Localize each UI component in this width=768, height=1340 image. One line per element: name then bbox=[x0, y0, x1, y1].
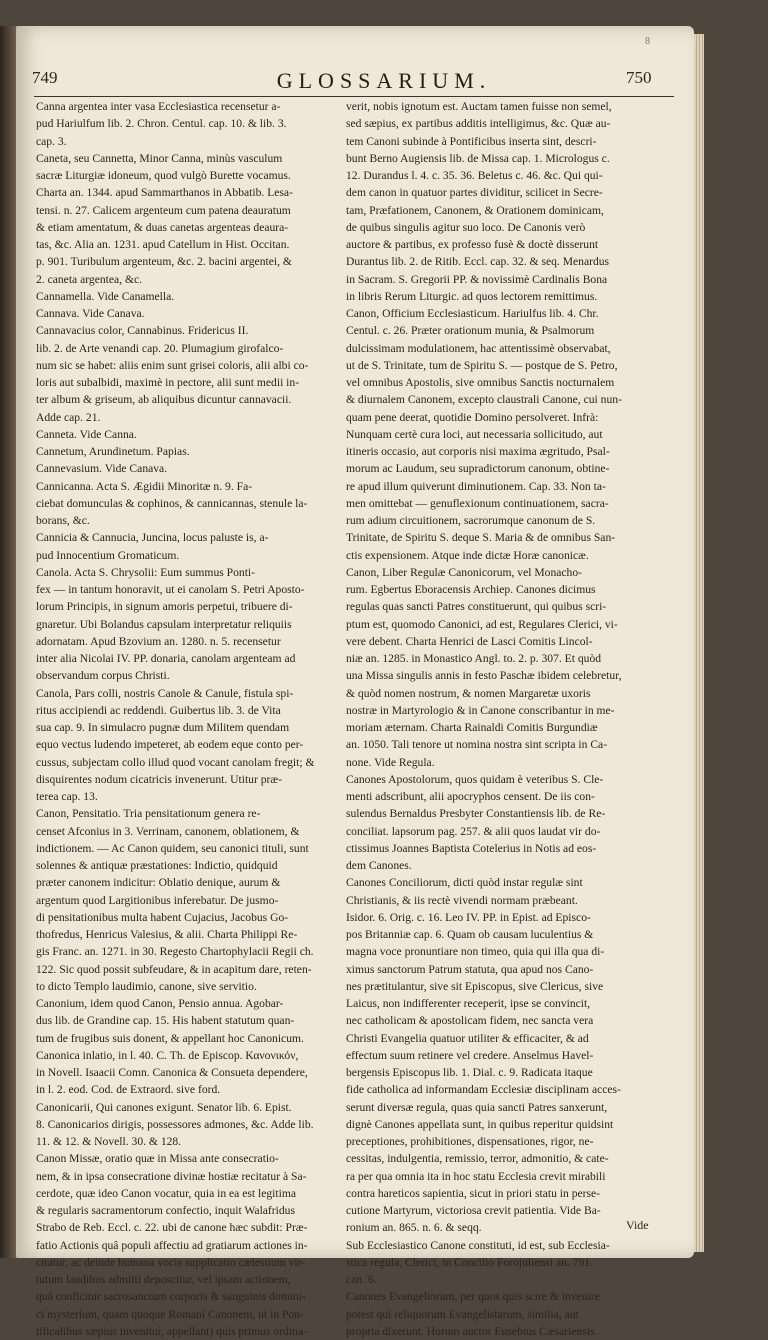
text-line: Durantus lib. 2. de Ritib. Eccl. cap. 32. & seq. Menardus bbox=[346, 255, 610, 269]
text-line: effectum suum retinere vel credere. Anselmus Havel- bbox=[346, 1048, 594, 1062]
text-line: Canna argentea inter vasa Ecclesiastica recensetur a- bbox=[36, 100, 281, 113]
text-line: indictionem. — Ac Canon quidem, seu canonici tituli, sunt bbox=[36, 841, 309, 855]
text-line: itineris occasio, aut corporis nisi maxima ægritudo, Psal- bbox=[346, 445, 610, 458]
text-line: can. 6. bbox=[346, 1273, 377, 1286]
text-line: gis Franc. an. 1271. in 30. Regesto Chartophylacii Regii ch. bbox=[36, 945, 314, 959]
text-line: Caneta, seu Cannetta, Minor Canna, minùs vasculum bbox=[36, 151, 283, 165]
text-line: gnaretur. Ubi Bolandus capsulam interpretatur reliquiis bbox=[36, 617, 292, 631]
text-line: tificalibus sæpius invenitur, appellant) quis primus ordina- bbox=[36, 1324, 307, 1338]
text-line: una Missa singulis annis in festo Paschæ ibidem celebretur, bbox=[346, 669, 622, 683]
text-line: 2. caneta argentea, &c. bbox=[36, 272, 143, 286]
page-edges bbox=[694, 34, 704, 1252]
text-line: magna voce pronuntiare non timeo, quia qui illa qua di- bbox=[346, 945, 605, 959]
text-line: ritus accipiendi ac reddendi. Guibertus lib. 3. de Vita bbox=[36, 703, 281, 717]
text-line: Canneta. Vide Canna. bbox=[36, 427, 137, 441]
running-head: GLOSSARIUM. bbox=[276, 68, 492, 93]
text-line: cerdote, quæ ideo Canon vocatur, quia in ea est legitima bbox=[36, 1186, 296, 1200]
text-line: rum. Egbertus Eboracensis Archiep. Canones dicimus bbox=[346, 583, 596, 596]
text-line: Canonium, idem quod Canon, Pensio annua. Agobar- bbox=[36, 997, 284, 1010]
text-line: Canones Evangeliorum, per quos quis scire & invenire bbox=[346, 1290, 600, 1304]
text-line: Canon, Liber Regulæ Canonicorum, vel Monacho- bbox=[346, 565, 583, 579]
text-line: de quibus singulis agitur suo loco. De Canonis verò bbox=[346, 220, 586, 234]
text-line: quâ conficitur sacrosanctum corporis & sanguinis domini- bbox=[36, 1290, 306, 1304]
text-line: dem Canones. bbox=[346, 859, 412, 872]
text-line: nes prætitulantur, sive sit Episcopus, sive Clericus, sive bbox=[346, 979, 604, 993]
text-line: Cannamella. Vide Canamella. bbox=[36, 289, 175, 303]
text-line: verit, nobis ignotum est. Auctam tamen fuisse non semel, bbox=[346, 100, 612, 113]
text-line: lib. 2. de Arte venandi cap. 20. Plumagium girofalco- bbox=[36, 341, 284, 355]
text-line: & diurnalem Canonem, excepto claustrali Canone, cui nun- bbox=[346, 393, 622, 407]
text-line: tem Canoni subinde à Pontificibus inserta sint, descri- bbox=[346, 134, 597, 148]
text-line: censet Afconius in 3. Verrinam, canonem, oblationem, & bbox=[36, 824, 300, 838]
text-line: citatur, ac deinde humana vocis supplicatio cælestium vir- bbox=[36, 1255, 306, 1269]
catchword: Vide bbox=[626, 1218, 649, 1232]
text-line: pud Hariulfum lib. 2. Chron. Centul. cap. 10. & lib. 3. bbox=[36, 117, 287, 131]
text-line: observandum corpus Christi. bbox=[36, 669, 170, 683]
text-line: 122. Sic quod possit subfeudare, & in acapitum dare, reten- bbox=[36, 962, 312, 976]
text-line: & etiam amentatum, & duas canetas argenteas deaura- bbox=[36, 220, 289, 234]
text-line: ctis expensionem. Atque inde dictæ Horæ canonicæ. bbox=[346, 548, 589, 562]
text-line: men omittebat — genuflexionum continuationem, sacra- bbox=[346, 496, 609, 510]
text-line: Christianis, & iis rectè vivendi normam præbeant. bbox=[346, 893, 578, 907]
text-line: 12. Durandus l. 4. c. 35. 36. Beletus c. 46. &c. Qui qui- bbox=[346, 169, 603, 182]
text-line: cutione Martyrum, victoriosa crevit patientia. Vide Ba- bbox=[346, 1204, 601, 1217]
text-line: vere debent. Charta Henrici de Lasci Comitis Lincol- bbox=[346, 634, 593, 648]
text-line: menti adscribunt, alii apocryphos censent. De iis con- bbox=[346, 790, 595, 803]
text-line: ci mysterium, quam quoque Romani Canonem, ut in Pon- bbox=[36, 1307, 304, 1321]
text-line: Canon Missæ, oratio quæ in Missa ante consecratio- bbox=[36, 1152, 279, 1166]
text-line: dignè Canones appellata sunt, in quibus reperitur quidsint bbox=[346, 1117, 614, 1131]
text-line: pos Britanniæ cap. 6. Quam ob causam luculentius & bbox=[346, 928, 594, 941]
text-line: dus lib. de Grandine cap. 15. His habent statutum quan- bbox=[36, 1014, 295, 1028]
text-line: bunt Berno Augiensis lib. de Missa cap. 1. Micrologus c. bbox=[346, 151, 610, 165]
text-line: tum de frugibus suis donent, & appellant hoc Canonicum. bbox=[36, 1031, 304, 1045]
text-line: Canones Apostolorum, quos quidam è veteribus S. Cle- bbox=[346, 772, 604, 786]
text-line: Centul. c. 26. Præter orationum munia, & Psalmorum bbox=[346, 324, 595, 338]
text-line: Sub Ecclesiastico Canone constituti, id est, sub Ecclesia- bbox=[346, 1238, 610, 1252]
text-line: num sic se habet: aliis enim sunt grisei coloris, alii albi co- bbox=[36, 358, 309, 372]
text-line: rum adium circuitionem, sacrorumque canonum de S. bbox=[346, 514, 596, 527]
text-line: 8. Canonicarios dirigis, possessores admones, &c. Adde lib. bbox=[36, 1117, 314, 1131]
text-line: solennes & antiquæ præstationes: Indictio, quidquid bbox=[36, 859, 278, 872]
text-line: Canon, Officium Ecclesiasticum. Hariulfus lib. 4. Chr. bbox=[346, 307, 599, 320]
text-line: præter canonem indicitur: Oblatio denique, aurum & bbox=[36, 876, 281, 890]
text-line: nec catholicam & apostolicam fidem, nec sancta vera bbox=[346, 1014, 594, 1028]
text-line: re apud illum quiverunt diminutionem. Cap. 33. Non ta- bbox=[346, 479, 606, 493]
text-line: inter alia Nicolai IV. PP. donaria, canolam argenteam ad bbox=[36, 652, 296, 665]
text-line: ciebat domunculas & cophinos, & cannicannas, stenule la- bbox=[36, 496, 308, 510]
text-line: Canonica inlatio, in l. 40. C. Th. de Episcop. Κανονικόν, bbox=[36, 1048, 299, 1062]
text-line: Nunquam certè cura loci, aut necessaria sollicitudo, aut bbox=[346, 427, 603, 441]
text-line: cap. 3. bbox=[36, 134, 67, 148]
text-line: nostræ in Martyrologio & in Canone conscribantur in me- bbox=[346, 703, 615, 717]
text-line: cessitas, indulgentia, remissio, terror, admonitio, & cate- bbox=[346, 1152, 609, 1166]
right-text-column bbox=[346, 98, 670, 1340]
text-line: disquirentes nodum cicatricis invenerunt. Utitur præ- bbox=[36, 772, 282, 786]
text-line: loris aut subalbidi, maximè in pectore, alii sunt medii in- bbox=[36, 376, 300, 389]
text-line: borans, &c. bbox=[36, 514, 90, 527]
text-line: Cannicia & Cannucia, Juncina, locus paluste is, a- bbox=[36, 531, 269, 545]
text-line: preceptiones, prohibitiones, dispensationes, rigor, ne- bbox=[346, 1135, 594, 1148]
text-line: in libris Rerum Liturgic. ad quos lectorem remittimus. bbox=[346, 289, 598, 303]
text-line: Canola. Acta S. Chrysolii: Eum summus Ponti- bbox=[36, 565, 255, 579]
text-line: ut de S. Trinitate, tum de Spiritu S. — postque de S. Petro, bbox=[346, 358, 618, 372]
text-line: pud Innocentium Gromaticum. bbox=[36, 548, 180, 562]
text-line: in l. 2. eod. Cod. de Extraord. sive ford. bbox=[36, 1083, 221, 1097]
text-line: Canola, Pars colli, nostris Canole & Canule, fistula spi- bbox=[36, 686, 294, 700]
text-line: an. 1050. Tali tenore ut nomina nostra sint scripta in Ca- bbox=[346, 738, 608, 752]
left-text-column bbox=[36, 98, 332, 1340]
text-line: morum ac Laudum, seu supradictorum canonum, obtine- bbox=[346, 462, 610, 476]
text-line: fatio Actionis quâ populi affectiu ad gratiarum actiones in- bbox=[36, 1238, 308, 1252]
text-line: dulcissimam modulationem, hac attentissimè observabat, bbox=[346, 341, 611, 355]
text-line: ronium an. 865. n. 6. & seqq. bbox=[346, 1221, 482, 1235]
text-line: Cannevasium. Vide Canava. bbox=[36, 462, 168, 476]
text-line: propria dixerunt. Horum auctor Eusebius Cæsariensis. bbox=[346, 1324, 598, 1338]
text-line: lorum Principis, in signum amoris perpetui, tribuere di- bbox=[36, 600, 293, 614]
text-line: Trinitate, de Spiritu S. deque S. Maria & de omnibus San- bbox=[346, 531, 616, 545]
text-line: & quòd nomen nostrum, & nomen Margaretæ uxoris bbox=[346, 686, 591, 700]
text-line: vel omnibus Apostolis, sive omnibus Sanctis nocturnalem bbox=[346, 376, 615, 389]
text-line: ra per qua omnia ita in hoc statu Ecclesia crevit mirabili bbox=[346, 1169, 606, 1183]
text-line: 11. & 12. & Novell. 30. & 128. bbox=[36, 1135, 182, 1148]
text-line: di pensitationibus multa habent Cujacius, Jacobus Go- bbox=[36, 910, 289, 924]
text-line: regulas quas sancti Patres constituerunt, qui quibus scri- bbox=[346, 600, 607, 614]
text-line: potest qui reliquorum Evangelistarum, similia, aut bbox=[346, 1307, 579, 1321]
text-line: Canones Conciliorum, dicti quòd instar regulæ sint bbox=[346, 876, 583, 890]
text-line: ptum est, quomodo Canonici, ad est, Regulares Clerici, vi- bbox=[346, 617, 618, 631]
text-line: sua cap. 9. In simulacro pugnæ dum Militem quendam bbox=[36, 721, 290, 734]
text-line: Cannicanna. Acta S. Ægidii Minoritæ n. 9. Fa- bbox=[36, 479, 253, 493]
text-line: nem, & in ipsa consecratione divinæ hostiæ recitatur à Sa- bbox=[36, 1169, 307, 1183]
text-line: contra hareticos sapientia, sicut in priori statu in perse- bbox=[346, 1186, 601, 1200]
text-line: Canonicarii, Qui canones exigunt. Senator lib. 6. Epist. bbox=[36, 1100, 292, 1114]
text-line: sacræ Liturgiæ idoneum, quod vulgò Burette vocamus. bbox=[36, 169, 291, 182]
text-line: sulendus Bernaldus Presbyter Constantiensis lib. de Re- bbox=[346, 807, 606, 821]
text-line: tam, Præfationem, Canonem, & Orationem dominicam, bbox=[346, 203, 604, 217]
text-line: stica regula, Clerici, in Concilio Forojuliensi an. 791. bbox=[346, 1255, 593, 1269]
text-line: Strabo de Reb. Eccl. c. 22. ubi de canone hæc subdit: Præ- bbox=[36, 1221, 308, 1235]
page-number-left: 749 bbox=[32, 68, 58, 87]
text-line: cussus, subjectam collo illud quod vocant canolam fregit; & bbox=[36, 755, 315, 769]
text-line: Laicus, non indifferenter receperit, ipse se convincit, bbox=[346, 997, 591, 1010]
text-line: bergensis Episcopus lib. 1. Dial. c. 9. Radicata itaque bbox=[346, 1066, 593, 1079]
text-line: fide catholica ad informandam Ecclesiæ disciplinam acces- bbox=[346, 1083, 621, 1097]
text-line: Canon, Pensitatio. Tria pensitationum genera re- bbox=[36, 807, 261, 821]
text-line: auctore & partibus, ex professo fusè & doctè disserunt bbox=[346, 238, 599, 251]
text-line: in Novell. Isaacii Comn. Canonica & Consueta dependere, bbox=[36, 1066, 308, 1079]
text-line: argentum quod Largitionibus inferebatur. De jusmo- bbox=[36, 893, 279, 907]
text-line: serunt diversæ regula, quas quia sancti Patres sanxerunt, bbox=[346, 1100, 608, 1114]
text-line: moriam æternam. Charta Rainaldi Comitis Burgundiæ bbox=[346, 721, 598, 734]
text-line: equo vectus ludendo impeteret, ab eodem eque conto per- bbox=[36, 738, 304, 752]
text-line: p. 901. Turibulum argenteum, &c. 2. bacini argentei, & bbox=[36, 255, 292, 269]
text-line: tensi. n. 27. Calicem argenteum cum patena deauratum bbox=[36, 203, 291, 217]
text-line: & regularis sacramentorum confectio, inquit Walafridus bbox=[36, 1204, 295, 1217]
text-line: terea cap. 13. bbox=[36, 790, 98, 803]
text-line: niæ an. 1285. in Monastico Angl. to. 2. p. 307. Et quòd bbox=[346, 652, 602, 665]
text-line: sed sæpius, ex partibus additis intelligimus, &c. Quæ au- bbox=[346, 117, 611, 131]
page-number-right: 750 bbox=[626, 68, 652, 87]
header-rule bbox=[34, 96, 674, 97]
text-line: adornatam. Apud Bzovium an. 1280. n. 5. recensetur bbox=[36, 634, 281, 648]
text-line: dem canon in quatuor partes dividitur, scilicet in Secre- bbox=[346, 186, 603, 200]
text-line: Cannava. Vide Canava. bbox=[36, 307, 145, 320]
text-line: in Sacram. S. Gregorii PP. & novissimè Cardinalis Bona bbox=[346, 272, 608, 286]
text-line: thofredus, Henricus Valesius, & alii. Charta Philippi Re- bbox=[36, 928, 298, 941]
text-line: tas, &c. Alia an. 1231. apud Catellum in Hist. Occitan. bbox=[36, 238, 290, 251]
text-line: none. Vide Regula. bbox=[346, 755, 435, 769]
text-line: Christi Evangelia quatuor utiliter & efficaciter, & ad bbox=[346, 1031, 589, 1045]
text-line: fex — in tantum honoravit, ut ei canolam S. Petri Aposto- bbox=[36, 583, 305, 596]
text-line: Adde cap. 21. bbox=[36, 410, 101, 424]
text-line: quam pene deerat, quotidie Domino persolveret. Infrà: bbox=[346, 410, 599, 424]
text-line: conciliat. lapsorum pag. 257. & alii quos laudat vir do- bbox=[346, 824, 601, 838]
text-line: to dicto Templo laudimio, canone, sive servitio. bbox=[36, 979, 257, 993]
text-line: Charta an. 1344. apud Sammarthanos in Abbatib. Lesa- bbox=[36, 186, 293, 200]
text-line: ctissimus Joannes Baptista Cotelerius in Notis ad eos- bbox=[346, 841, 597, 855]
text-line: tutum laudibus admitti deposcitur, vel ipsam actionem, bbox=[36, 1273, 291, 1286]
pencil-mark: 8 bbox=[645, 36, 650, 47]
text-line: ter album & griseum, ab aliquibus dicuntur cannavacii. bbox=[36, 393, 292, 407]
text-line: Cannavacius color, Cannabinus. Fridericus II. bbox=[36, 324, 249, 338]
text-line: ximus sanctorum Patrum statuta, qua apud nos Cano- bbox=[346, 962, 594, 976]
text-line: Cannetum, Arundinetum. Papias. bbox=[36, 445, 190, 458]
text-line: Isidor. 6. Orig. c. 16. Leo IV. PP. in Epist. ad Episco- bbox=[346, 910, 591, 924]
